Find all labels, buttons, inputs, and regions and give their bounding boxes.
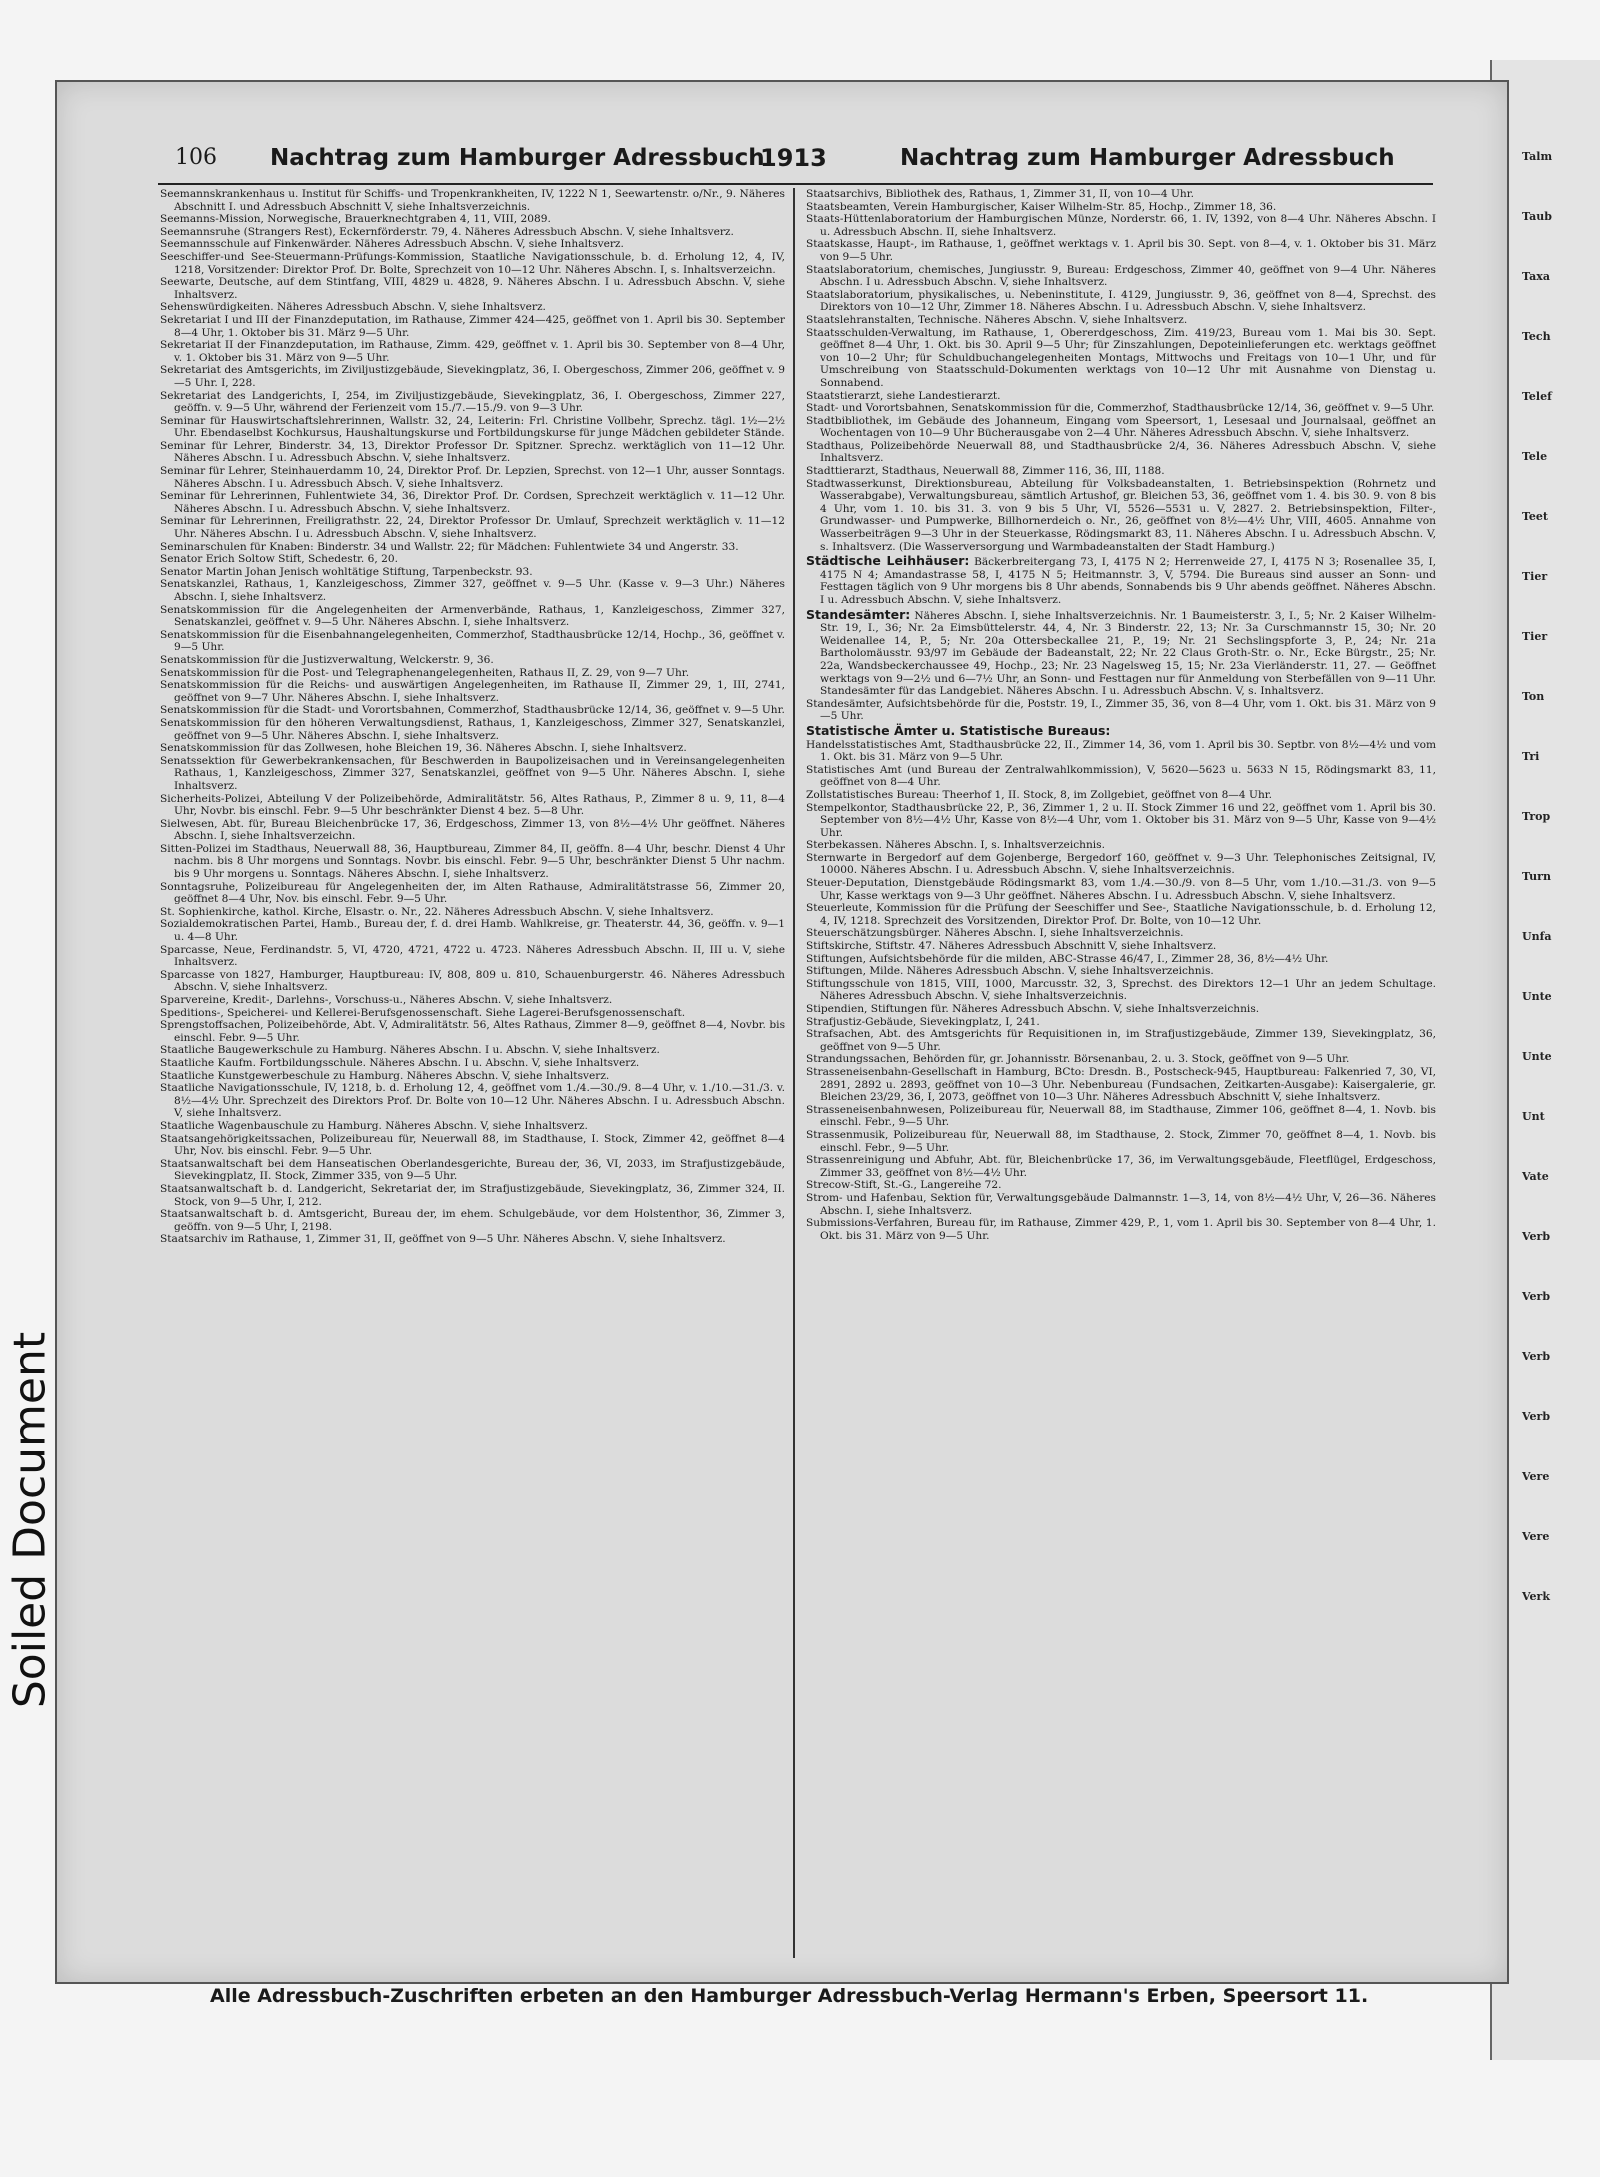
directory-entry: Strandungssachen, Behörden für, gr. Johannisstr. Börsenanbau, 2. u. 3. Stock, geöffnet von 9—5 Uhr. [806, 1053, 1350, 1066]
directory-entry: Stadtbibliothek, im Gebäude des Johanneum, Eingang vom Speersort, 1, Lesesaal und Journalsaal, geöffnet an Wochentagen von 10—9 Uhr Bücherausgabe von 2—4 Uhr. Näheres Adressbuch Abschn. V, siehe Inhaltsverz. [806, 414, 1436, 440]
directory-entry: Strasseneisenbahnwesen, Polizeibureau für, Neuerwall 88, im Stadthause, Zimmer 106, geöffnet 8—4, 1. Novb. bis einschl. Febr., 9—5 Uhr. [806, 1103, 1436, 1129]
directory-entry: Staatsanwaltschaft bei dem Hanseatischen Oberlandesgerichte, Bureau der, 36, VI, 2033, im Strafjustizgebäude, Sievekingplatz, II. Stock, Zimmer 335, von 9—5 Uhr. [160, 1157, 785, 1183]
directory-entry: Strecow-Stift, St.-G., Langereihe 72. [806, 1179, 1002, 1192]
directory-entry: Staatsbeamten, Verein Hamburgischer, Kaiser Wilhelm-Str. 85, Hochp., Zimmer 18, 36. [806, 200, 1277, 213]
directory-entry: Sparvereine, Kredit-, Darlehns-, Vorschuss-u., Näheres Abschn. V, siehe Inhaltsverz. [160, 994, 613, 1006]
directory-entry: Staatliche Baugewerkschule zu Hamburg. Näheres Abschn. I u. Abschn. V, siehe Inhaltsverz. [160, 1044, 660, 1057]
header-right-title: Nachtrag zum Hamburger Adressbuch [900, 145, 1395, 171]
directory-entry: Seewarte, Deutsche, auf dem Stintfang, VIII, 4829 u. 4828, 9. Näheres Abschn. I u. Adressbuch Abschn. V, siehe Inhaltsverz. [160, 276, 785, 301]
directory-entry: Senatskommission für die Angelegenheiten der Armenverbände, Rathaus, 1, Kanzleigeschoss, Zimmer 327, Senatskanzlei, geöffnet v. 9—5 Uhr. Näheres Abschn. I, siehe Inhaltsverz. [160, 603, 785, 629]
adjacent-page-fragment: Verk [1522, 1590, 1550, 1603]
adjacent-page-fragment: Unfa [1522, 930, 1552, 943]
section-entry [806, 553, 1436, 606]
header-left-title: Nachtrag zum Hamburger Adressbuch [270, 145, 765, 171]
directory-entry: Seminar für Lehrerinnen, Fuhlentwiete 34, 36, Direktor Prof. Dr. Cordsen, Sprechzeit werktäglich v. 11—12 Uhr. Näheres Abschn. I u. Adressbuch Abschn. V, siehe Inhaltsverz. [160, 490, 785, 515]
right-column [806, 188, 1436, 1958]
directory-entry: Stadt- und Vorortsbahnen, Senatskommission für die, Commerzhof, Stadthausbrücke 12/14, 36, geöffnet v. 9—5 Uhr. [806, 402, 1435, 415]
section-entry [806, 607, 1436, 698]
adjacent-page-fragment: Taub [1522, 210, 1552, 223]
section-heading: Statistische Ämter u. Statistische Bureaus: [806, 722, 1111, 738]
directory-entry: Sehenswürdigkeiten. Näheres Adressbuch Abschn. V, siehe Inhaltsverz. [160, 301, 546, 314]
directory-entry: Sonntagsruhe, Polizeibureau für Angelegenheiten der, im Alten Rathause, Admiralitätstrasse 56, Zimmer 20, geöffnet 8—4 Uhr, Nov. bis einschl. Febr. 9—5 Uhr. [160, 880, 785, 906]
adjacent-page-fragment: Talm [1522, 150, 1553, 163]
adjacent-page-fragment: Vere [1522, 1530, 1550, 1543]
directory-entry: Senatskommission für die Eisenbahnangelegenheiten, Commerzhof, Stadthausbrücke 12/14, Hochp., 36, geöffnet v. 9—5 Uhr. [160, 628, 785, 654]
adjacent-page-fragment: Tier [1522, 630, 1548, 643]
directory-entry: Sielwesen, Abt. für, Bureau Bleichenbrücke 17, 36, Erdgeschoss, Zimmer 13, von 8½—4½ Uhr geöffnet. Näheres Abschn. I, siehe Inhaltsverzeichn. [160, 817, 785, 843]
section-body: Bäckerbreitergang 73, I, 4175 N 2; Herrenweide 27, I, 4175 N 3; Rosenallee 35, I, 4175 N 4; Amandastrasse 58, I, 4175 N 5; Heitmannstr. 3, V, 5794. Die Bureaus sind ausser an Sonn- und Festtagen täglich von 9 Uhr morgens bis 8 Uhr abends, Sonnabends bis 9 Uhr abends geöffnet. Näheres Abschn. I u. Adressbuch Abschn. V, siehe Inhaltsverz. [820, 556, 1436, 606]
adjacent-page-fragment: Ton [1522, 690, 1545, 703]
directory-entry: Strasseneisenbahn-Gesellschaft in Hamburg, BCto: Dresdn. B., Postscheck-945, Hauptbureau: Falkenried 7, 30, VI, 2891, 2892 u. 2893, geöffnet von 10—3 Uhr. Nebenbureau (Fundsachen, Zeitkarten-Ausgabe): Kaisergalerie, gr. Bleichen 23/29, 36, I, 2073, geöffnet von 10—3 Uhr. Näheres Adressbuch Abschnitt V, siehe Inhaltsverz. [806, 1065, 1436, 1104]
directory-entry: Senatssektion für Gewerbekrankensachen, für Beschwerden in Baupolizeisachen und in Vereinsangelegenheiten Rathaus, 1, Kanzleigeschoss, Zimmer 327, Senatskanzlei, geöffnet von 9—5 Uhr. Näheres Abschn. I, siehe Inhaltsverz. [160, 754, 785, 792]
directory-entry: Staatsschulden-Verwaltung, im Rathause, 1, Obererdgeschoss, Zim. 419/23, Bureau vom 1. Mai bis 30. Sept. geöffnet 8—4 Uhr, 1. Okt. bis 30. April 9—5 Uhr; für Zinszahlungen, Depoteinlieferungen etc. werktags geöffnet von 10—2 Uhr; für Schuldbuchangelegenheiten Montags, Mittwochs und Freitags von 10—1 Uhr, und für Umschreibung von Staatsschuld-Dokumenten werktags von 10—12 Uhr mit Ausnahme von Dienstag u. Sonnabend. [806, 326, 1436, 389]
directory-entry: Seemannsschule auf Finkenwärder. Näheres Adressbuch Abschn. V, siehe Inhaltsverz. [160, 238, 624, 251]
section-heading: Städtische Leihhäuser: [806, 553, 970, 569]
directory-entry: Stadttierarzt, Stadthaus, Neuerwall 88, Zimmer 116, 36, III, 1188. [806, 465, 1165, 478]
directory-entry: Sparcasse von 1827, Hamburger, Hauptbureau: IV, 808, 809 u. 810, Schauenburgerstr. 46. Näheres Adressbuch Abschn. V, siehe Inhaltsverz. [160, 968, 785, 994]
directory-entry: Sekretariat II der Finanzdeputation, im Rathause, Zimm. 429, geöffnet v. 1. April bis 30. September von 8—4 Uhr, v. 1. Oktober bis 31. März von 9—5 Uhr. [160, 339, 785, 364]
directory-entry: Sparcasse, Neue, Ferdinandstr. 5, VI, 4720, 4721, 4722 u. 4723. Näheres Adressbuch Abschn. II, III u. V, siehe Inhaltsverz. [160, 943, 785, 969]
directory-entry: Steuerschätzungsbürger. Näheres Abschn. I, siehe Inhaltsverzeichnis. [806, 927, 1184, 940]
directory-entry: Seminar für Lehrer, Steinhauerdamm 10, 24, Direktor Prof. Dr. Lepzien, Sprechst. von 12—1 Uhr, ausser Sonntags. Näheres Abschn. I u. Adressbuch Absch. V, siehe Inhaltsverz. [160, 465, 785, 490]
directory-entry: Stadthaus, Polizeibehörde Neuerwall 88, und Stadthausbrücke 2/4, 36. Näheres Adressbuch Abschn. V, siehe Inhaltsverz. [806, 439, 1436, 465]
directory-entry: Senatskommission für die Reichs- und auswärtigen Angelegenheiten, im Rathause II, Zimmer 29, 1, III, 2741, geöffnet von 9—7 Uhr. Näheres Abschn. I, siehe Inhaltsverz. [160, 679, 785, 704]
directory-entry: Steuerleute, Kommission für die Prüfung der Seeschiffer und See-, Staatliche Navigationsschule, b. d. Erholung 12, 4, IV, 1218. Sprechzeit des Vorsitzenden, Direktor Prof. Dr. Bolte, von 10—12 Uhr. [806, 902, 1436, 927]
adjacent-page-fragment: Tier [1522, 570, 1548, 583]
directory-entry: Seminar für Hauswirtschaftslehrerinnen, Wallstr. 32, 24, Leiterin: Frl. Christine Vollbehr, Sprechz. tägl. 1½—2½ Uhr. Ebendaselbst Kochkursus, Haushaltungskurse und Fortbildungskurse für junge Mädchen gebildeter Stände. [160, 414, 785, 440]
directory-entry: Seemanns-Mission, Norwegische, Brauerknechtgraben 4, 11, VIII, 2089. [160, 213, 551, 226]
adjacent-page-fragment: Tri [1522, 750, 1540, 763]
directory-entry: Staatliche Navigationsschule, IV, 1218, b. d. Erholung 12, 4, geöffnet vom 1./4.—30./9. 8—4 Uhr, v. 1./10.—31./3. v. 8½—4½ Uhr. Sprechzeit des Direktors Prof. Dr. Bolte von 10—12 Uhr. Näheres Abschn. I u. Adressbuch Abschn. V, siehe Inhaltsverz. [160, 1082, 785, 1120]
directory-entry: Sozialdemokratischen Partei, Hamb., Bureau der, f. d. drei Hamb. Wahlkreise, gr. Theaterstr. 44, 36, geöffn. v. 9—1 u. 4—8 Uhr. [160, 918, 785, 944]
directory-entry: Standesämter, Aufsichtsbehörde für die, Poststr. 19, I., Zimmer 35, 36, von 8—4 Uhr, vom 1. Okt. bis 31. März von 9—5 Uhr. [806, 697, 1436, 723]
page-header [115, 145, 1445, 175]
directory-entry: Sitten-Polizei im Stadthaus, Neuerwall 88, 36, Hauptbureau, Zimmer 84, II, geöffn. 8—4 Uhr, beschr. Dienst 4 Uhr nachm. bis 8 Uhr morgens und Sonntags. Novbr. bis einschl. Febr. 9—5 Uhr, beschränkter Dienst 5 Uhr nachm. bis 9 Uhr morgens u. Sonntags. Näheres Abschn. I, siehe Inhaltsverz. [160, 842, 785, 881]
directory-entry: Senatskommission für die Stadt- und Vorortsbahnen, Commerzhof, Stadthausbrücke 12/14, 36, geöffnet v. 9—5 Uhr. [160, 704, 785, 717]
directory-entry: Sekretariat des Amtsgerichts, im Ziviljustizgebäude, Sievekingplatz, 36, I. Obergeschoss, Zimmer 206, geöffnet v. 9—5 Uhr. I, 228. [160, 364, 785, 389]
directory-entry: Senatskommission für das Zollwesen, hohe Bleichen 19, 36. Näheres Abschn. I, siehe Inhaltsverz. [160, 742, 687, 755]
section-body: Näheres Abschn. I, siehe Inhaltsverzeichnis. Nr. 1 Baumeisterstr. 3, I., 5; Nr. 2 Kaiser Wilhelm-Str. 19, I., 36; Nr. 2a Eimsbüttelerstr. 44, 4, Nr. 3 Binderstr. 22, 13; Nr. 3a Curschmannstr 15, 30; Nr. 20 Weidenallee 14, P., 5; Nr. 20a Ottersbeckallee 21, P., 19; Nr. 21 Sechslingspforte 3, P., 24; Nr. 21a Bartholomäusstr. 93/97 im Gebäude der Badeanstalt, 22; Nr. 22 Claus Groth-Str. o. Nr., Ecke Bürgstr., 25; Nr. 22a, Wandsbeckerchaussee 49, Hochp., 23; Nr. 23 Nagelsweg 15, 15; Nr. 23a Vierländerstr. 11, 27. — Geöffnet werktags von 9—2½ und 6—7½ Uhr, an Sonn- und Festtagen nur für Anmeldung von Sterbefällen von 9—11 Uhr. Standesämter für das Landgebiet. Näheres Abschn. I u. Adressbuch Abschn. V, s. Inhaltsverz. [820, 609, 1436, 698]
directory-entry: Submissions-Verfahren, Bureau für, im Rathause, Zimmer 429, P., 1, vom 1. April bis 30. September von 8—4 Uhr, 1. Okt. bis 31. März von 9—5 Uhr. [806, 1217, 1436, 1242]
adjacent-page-fragment: Vate [1522, 1170, 1549, 1183]
adjacent-page-fragment: Trop [1522, 810, 1551, 823]
section-entry [806, 723, 1436, 739]
directory-entry: Staatskasse, Haupt-, im Rathause, 1, geöffnet werktags v. 1. April bis 30. Sept. von 8—4, v. 1. Oktober bis 31. März von 9—5 Uhr. [806, 238, 1436, 263]
adjacent-page-fragment: Unte [1522, 1050, 1552, 1063]
adjacent-page-fragment: Telef [1522, 390, 1552, 403]
margin-label-text: Soiled Document [4, 1331, 56, 1709]
directory-entry: Sekretariat I und III der Finanzdeputation, im Rathause, Zimmer 424—425, geöffnet von 1. April bis 30. September 8—4 Uhr, 1. Oktober bis 31. März 9—5 Uhr. [160, 313, 785, 339]
directory-entry: Strom- und Hafenbau, Sektion für, Verwaltungsgebäude Dalmannstr. 1—3, 14, von 8½—4½ Uhr, V, 26—36. Näheres Abschn. I, siehe Inhaltsverz. [806, 1191, 1436, 1217]
directory-entry: Strassenreinigung und Abfuhr, Abt. für, Bleichenbrücke 17, 36, im Verwaltungsgebäude, Fleetflügel, Erdgeschoss, Zimmer 33, geöffnet von 8½—4½ Uhr. [806, 1154, 1436, 1179]
directory-entry: Senator Martin Johan Jenisch wohltätige Stiftung, Tarpenbeckstr. 93. [160, 565, 533, 578]
directory-entry: Stadtwasserkunst, Direktionsbureau, Abteilung für Volksbadeanstalten, 1. Betriebsinspektion (Rohrnetz und Wasserabgabe), Verwaltungsbureau, sämtlich Artushof, gr. Bleichen 53, 36, geöffnet vom 1. 4. bis 30. 9. von 8 bis 4 Uhr, vom 1. 10. bis 31. 3. von 9 bis 5 Uhr, VI, 5526—5531 u. V, 2827. 2. Betriebsinspektion, Filter-, Grundwasser- und Pumpwerke, Billhornerdeich o. Nr., 26, geöffnet von 8½—4½ Uhr, VIII, 4605. Annahme von Wasserbeiträgen 9—3 Uhr in der Steuerkasse, Rödingsmarkt 83, 11. Näheres Abschn. I u. Adressbuch Abschn. V, s. Inhaltsverz. (Die Wasserversorgung und Warmbadeanstalten der Stadt Hamburg.) [806, 477, 1436, 553]
directory-entry: Stempelkontor, Stadthausbrücke 22, P., 36, Zimmer 1, 2 u. II. Stock Zimmer 16 und 22, geöffnet vom 1. April bis 30. September von 8½—4½ Uhr, Kasse von 8½—4 Uhr, vom 1. Oktober bis 31. März von 9—5 Uhr, Kasse von 9—4½ Uhr. [806, 801, 1436, 839]
header-year: 1913 [760, 144, 827, 172]
adjacent-page-fragment: Tech [1522, 330, 1551, 343]
directory-entry: Zollstatistisches Bureau: Theerhof 1, II. Stock, 8, im Zollgebiet, geöffnet von 8—4 Uhr. [806, 788, 1273, 801]
adjacent-page-fragment: Vere [1522, 1470, 1550, 1483]
column-divider [793, 188, 795, 1958]
directory-entry: Steuer-Deputation, Dienstgebäude Rödingsmarkt 83, vom 1./4.—30./9. von 8—5 Uhr, vom 1./10.—31./3. von 9—5 Uhr, Kasse werktags von 9—3 Uhr geöffnet. Näheres Abschn. I u. Adressbuch Abschn. V, siehe Inhaltsverz. [806, 877, 1436, 902]
adjacent-page-fragment: Verb [1522, 1230, 1551, 1243]
left-column [160, 188, 785, 1958]
directory-entry: Seminar für Lehrer, Binderstr. 34, 13, Direktor Professor Dr. Spitzner. Sprechz. werktäglich von 11—12 Uhr. Näheres Abschn. I u. Adressbuch Abschn. V, siehe Inhaltsverz. [160, 439, 785, 465]
directory-entry: Handelsstatistisches Amt, Stadthausbrücke 22, II., Zimmer 14, 36, vom 1. April bis 30. Septbr. von 8½—4½ und vom 1. Okt. bis 31. März von 9—5 Uhr. [806, 738, 1436, 764]
margin-label [0, 1240, 60, 1800]
adjacent-page-fragment: Turn [1522, 870, 1551, 883]
directory-entry: Sicherheits-Polizei, Abteilung V der Polizeibehörde, Admiralitätstr. 56, Altes Rathaus, P., Zimmer 8 u. 9, 11, 8—4 Uhr, Novbr. bis einschl. Febr. 9—5 Uhr beschränkter Dienst 4 bez. 5—8 Uhr. [160, 792, 785, 818]
directory-entry: Senatskommission für die Justizverwaltung, Welckerstr. 9, 36. [160, 653, 494, 666]
directory-entry: Strafsachen, Abt. des Amtsgerichts für Requisitionen in, im Strafjustizgebäude, Zimmer 139, Sievekingplatz, 36, geöffnet von 9—5 Uhr. [806, 1028, 1436, 1053]
directory-entry: Strafjustiz-Gebäude, Sievekingplatz, I, 241. [806, 1015, 1040, 1028]
directory-entry: Senatskanzlei, Rathaus, 1, Kanzleigeschoss, Zimmer 327, geöffnet v. 9—5 Uhr. (Kasse v. 9—3 Uhr.) Näheres Abschn. I, siehe Inhaltsverz. [160, 578, 785, 603]
directory-entry: Sprengstoffsachen, Polizeibehörde, Abt. V, Admiralitätstr. 56, Altes Rathaus, Zimmer 8—9, geöffnet 8—4, Novbr. bis einschl. Febr. 9—5 Uhr. [160, 1019, 785, 1044]
directory-entry: Stiftungen, Milde. Näheres Adressbuch Abschn. V, siehe Inhaltsverzeichnis. [806, 965, 1214, 978]
directory-entry: Staatliche Wagenbauschule zu Hamburg. Näheres Abschn. V, siehe Inhaltsverz. [160, 1119, 588, 1132]
directory-entry: Statistisches Amt (und Bureau der Zentralwahlkommission), V, 5620—5623 u. 5633 N 15, Rödingsmarkt 83, 11, geöffnet von 8—4 Uhr. [806, 763, 1436, 789]
directory-entry: Stiftskirche, Stiftstr. 47. Näheres Adressbuch Abschnitt V, siehe Inhaltsverz. [806, 940, 1217, 953]
directory-entry: Staatsarchiv im Rathause, 1, Zimmer 31, II, geöffnet von 9—5 Uhr. Näheres Abschn. V, siehe Inhaltsverz. [160, 1233, 726, 1246]
directory-entry: Stiftungsschule von 1815, VIII, 1000, Marcusstr. 32, 3, Sprechst. des Direktors 12—1 Uhr an jedem Schultage. Näheres Adressbuch Abschn. V, siehe Inhaltsverzeichnis. [806, 977, 1436, 1003]
header-rule [158, 183, 1433, 185]
directory-entry: Stipendien, Stiftungen für. Näheres Adressbuch Abschn. V, siehe Inhaltsverzeichnis. [806, 1003, 1260, 1015]
directory-entry: Staatliche Kaufm. Fortbildungsschule. Näheres Abschn. I u. Abschn. V, siehe Inhaltsverz. [160, 1056, 640, 1069]
directory-entry: Seminar für Lehrerinnen, Freiligrathstr. 22, 24, Direktor Professor Dr. Umlauf, Sprechzeit werktäglich v. 11—12 Uhr. Näheres Abschn. I u. Adressbuch Abschn. V, siehe Inhaltsverz. [160, 515, 785, 541]
adjacent-page-fragment: Verb [1522, 1290, 1551, 1303]
directory-entry: Staatsangehörigkeitssachen, Polizeibureau für, Neuerwall 88, im Stadthause, I. Stock, Zimmer 42, geöffnet 8—4 Uhr, Nov. bis einschl. Febr. 9—5 Uhr. [160, 1132, 785, 1158]
directory-entry: Senatskommission für den höheren Verwaltungsdienst, Rathaus, 1, Kanzleigeschoss, Zimmer 327, Senatskanzlei, geöffnet von 9—5 Uhr. Näheres Abschn. I, siehe Inhaltsverz. [160, 716, 785, 742]
directory-entry: Seminarschulen für Knaben: Binderstr. 34 und Wallstr. 22; für Mädchen: Fuhlentwiete 34 und Angerstr. 33. [160, 540, 739, 553]
adjacent-page-fragment: Taxa [1522, 270, 1550, 283]
page-footer: Alle Adressbuch-Zuschriften erbeten an den Hamburger Adressbuch-Verlag Hermann's Erben, Speersort 11. [210, 1985, 1369, 2007]
directory-entry: Staatsarchivs, Bibliothek des, Rathaus, 1, Zimmer 31, II, von 10—4 Uhr. [806, 188, 1195, 200]
directory-entry: St. Sophienkirche, kathol. Kirche, Elsastr. o. Nr., 22. Näheres Adressbuch Abschn. V, siehe Inhaltsverz. [160, 905, 714, 918]
directory-entry: Seeschiffer-und See-Steuermann-Prüfungs-Kommission, Staatliche Navigationsschule, b. d. Erholung 12, 4, IV, 1218, Vorsitzender: Direktor Prof. Dr. Bolte, Sprechzeit von 10—12 Uhr. Näheres Abschn. I, s. Inhaltsverzeichn. [160, 250, 785, 276]
directory-entry: Staatsanwaltschaft b. d. Landgericht, Sekretariat der, im Strafjustizgebäude, Sievekingplatz, 36, Zimmer 324, II. Stock, von 9—5 Uhr, I, 212. [160, 1182, 785, 1208]
adjacent-page-fragment: Unte [1522, 990, 1552, 1003]
adjacent-page-fragment: Unt [1522, 1110, 1545, 1123]
directory-entry: Staatsanwaltschaft b. d. Amtsgericht, Bureau der, im ehem. Schulgebäude, vor dem Holstenthor, 36, Zimmer 3, geöffn. von 9—5 Uhr, I, 2198. [160, 1208, 785, 1233]
directory-entry: Seemannskrankenhaus u. Institut für Schiffs- und Tropenkrankheiten, IV, 1222 N 1, Seewartenstr. o/Nr., 9. Näheres Abschnitt I. und Adressbuch Abschnitt V, siehe Inhaltsverzeichnis. [160, 188, 785, 213]
directory-entry: Strassenmusik, Polizeibureau für, Neuerwall 88, im Stadthause, 2. Stock, Zimmer 70, geöffnet 8—4, 1. Novb. bis einschl. Febr., 9—5 Uhr. [806, 1128, 1436, 1154]
directory-entry: Senator Erich Soltow Stift, Schedestr. 6, 20. [160, 553, 398, 566]
directory-entry: Staatstierarzt, siehe Landestierarzt. [806, 389, 1001, 402]
directory-entry: Speditions-, Speicherei- und Kellerei-Berufsgenossenschaft. Siehe Lagerei-Berufsgenossenschaft. [160, 1006, 686, 1019]
page-number: 106 [175, 145, 217, 170]
adjacent-page-fragment: Verb [1522, 1350, 1551, 1363]
directory-entry: Seemannsruhe (Strangers Rest), Eckernförderstr. 79, 4. Näheres Adressbuch Abschn. V, siehe Inhaltsverz. [160, 225, 734, 238]
directory-entry: Senatskommission für die Post- und Telegraphenangelegenheiten, Rathaus II, Z. 29, von 9—7 Uhr. [160, 666, 690, 679]
directory-entry: Staatslaboratorium, physikalisches, u. Nebeninstitute, I. 4129, Jungiusstr. 9, 36, geöffnet von 8—4, Sprechst. des Direktors von 10—12 Uhr, Zimmer 18. Näheres Abschn. I u. Adressbuch Abschn. V, siehe Inhaltsverz. [806, 288, 1436, 314]
adjacent-page-fragment: Verb [1522, 1410, 1551, 1423]
directory-entry: Staatliche Kunstgewerbeschule zu Hamburg. Näheres Abschn. V, siehe Inhaltsverz. [160, 1069, 610, 1082]
adjacent-page-fragment: Tele [1522, 450, 1548, 463]
directory-entry: Sterbekassen. Näheres Abschn. I, s. Inhaltsverzeichnis. [806, 839, 1105, 852]
section-heading: Standesämter: [806, 606, 911, 622]
directory-entry: Sternwarte in Bergedorf auf dem Gojenberge, Bergedorf 160, geöffnet v. 9—3 Uhr. Telephonisches Zeitsignal, IV, 10000. Näheres Abschn. I u. Adressbuch Abschn. V, siehe Inhaltsverzeichnis. [806, 851, 1436, 877]
directory-entry: Sekretariat des Landgerichts, I, 254, im Ziviljustizgebäude, Sievekingplatz, 36, I. Obergeschoss, Zimmer 227, geöffn. v. 9—5 Uhr, während der Ferienzeit vom 15./7.—15./9. von 9—3 Uhr. [160, 389, 785, 415]
adjacent-page-fragment: Teet [1522, 510, 1549, 523]
directory-entry: Stiftungen, Aufsichtsbehörde für die milden, ABC-Strasse 46/47, I., Zimmer 28, 36, 8½—4½ Uhr. [806, 952, 1329, 965]
directory-entry: Staatslaboratorium, chemisches, Jungiusstr. 9, Bureau: Erdgeschoss, Zimmer 40, geöffnet von 9—4 Uhr. Näheres Abschn. I u. Adressbuch Abschn. V, siehe Inhaltsverz. [806, 263, 1436, 289]
directory-entry: Staatslehranstalten, Technische. Näheres Abschn. V, siehe Inhaltsverz. [806, 313, 1188, 326]
directory-entry: Staats-Hüttenlaboratorium der Hamburgischen Münze, Norderstr. 66, 1. IV, 1392, von 8—4 Uhr. Näheres Abschn. I u. Adressbuch Abschn. II, siehe Inhaltsverz. [806, 213, 1436, 238]
